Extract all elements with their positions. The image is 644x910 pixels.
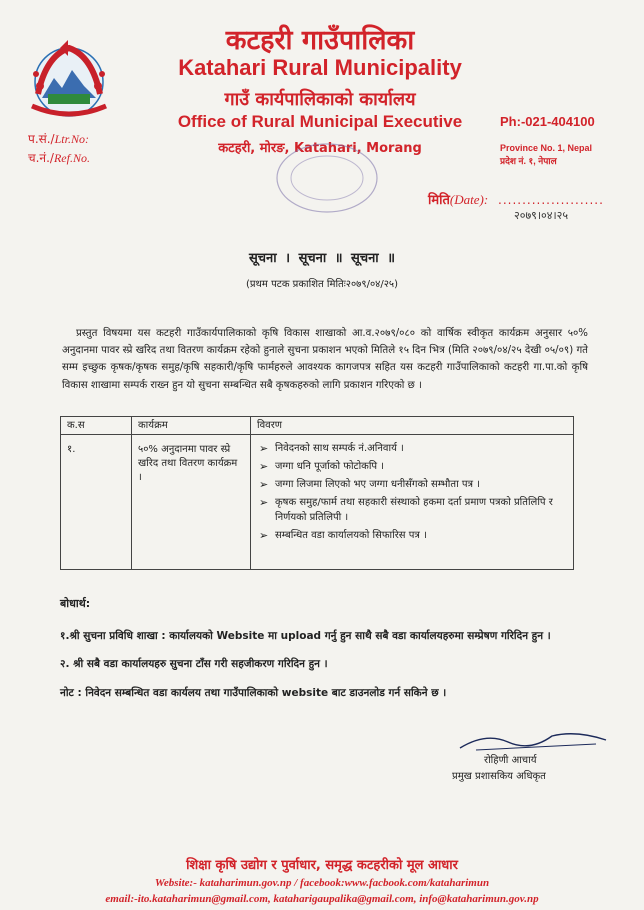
title-english: Katahari Rural Municipality xyxy=(178,55,462,80)
requirements-table xyxy=(60,416,574,570)
arrow-icon: ➢ xyxy=(259,496,269,509)
distribution-item-2: २. श्री सबै वडा कार्यालयहरु सुचना टाँस गरी सहजीकरण गरिदिन हुन । xyxy=(60,658,328,670)
col-header-details: विवरण xyxy=(251,417,574,435)
arrow-icon: ➢ xyxy=(259,442,269,455)
subtitle-nepali: गाउँ कार्यपालिकाको कार्यालय xyxy=(224,89,416,110)
footer-website: Website:- kataharimun.gov.np / facebook:www.facbook.com/kataharimun xyxy=(154,877,490,889)
distribution-heading: बोधार्थ: xyxy=(60,597,91,610)
address: कटहरी, मोरङ, Katahari, Morang xyxy=(218,141,422,156)
province-block xyxy=(500,142,592,168)
reference-number: च.नं./Ref.No. xyxy=(28,151,90,165)
cell-program: ५०% अनुदानमा पावर स्प्रे खरिद तथा वितरण कार्यक्रम । xyxy=(132,435,251,570)
col-header-program: कार्यक्रम xyxy=(132,417,251,435)
arrow-icon: ➢ xyxy=(259,460,269,473)
province-nepali: प्रदेश नं. १, नेपाल xyxy=(500,156,557,166)
date-value: २०७९।०४।२५ xyxy=(514,209,569,222)
table-row xyxy=(61,435,574,570)
distribution-item-1: १.श्री सुचना प्रविधि शाखा : कार्यालयको Website मा upload गर्नु हुन साथै सबै वडा कार्यालयहरुमा सम्प्रेषण गरिदिन हुन । xyxy=(60,630,551,642)
col-header-sn: क.स xyxy=(61,417,132,435)
letter-number: प.सं./Ltr.No: xyxy=(28,132,89,146)
cell-sn: १. xyxy=(61,435,132,570)
list-item: ➢ निवेदनको साथ सम्पर्क नं.अनिवार्य । xyxy=(259,442,404,455)
date-label: मिति(Date): xyxy=(428,192,489,208)
signatory-title: प्रमुख प्रशासकिय अधिकृत xyxy=(452,771,546,782)
notice-paragraph: प्रस्तुत विषयमा यस कटहरी गाउँकार्यपालिकाको कृषि विकास शाखाको आ.व.२०७९/०८० को वार्षिक स्वीकृत कार्यक्रम अनुसार ५०% अनुदानमा पावर स्प्रे खरिद तथा वितरण कार्यक्रम रहेको हुनाले सुचना प्रकाशन भएको मितिले १५ दिन भित्र (मिति २०७९/०४/२५ देखी ०५/०९) गते सम्म इच्छुक कृषक/कृषक समुह/कृषि सहकारी/कृषि फार्महरुले आवश्यक कागजपत्र सहित यस कटहरी गाउँपालिकाको कटहरी गा.पा.को कृषि विकास शाखामा सम्पर्क राख्न हुन यो सुचना सम्बन्धित सबै कृषकहरुको लागि प्रकाशन गरिएको छ । xyxy=(62,328,588,391)
download-note: नोट : निवेदन सम्बन्धित वडा कार्यलय तथा गाउँपालिकाको website बाट डाउनलोड गर्न सकिने छ । xyxy=(60,687,447,699)
list-item: ➢ सम्बन्धित वडा कार्यालयको सिफारिस पत्र । xyxy=(259,529,427,542)
reference-block xyxy=(28,130,90,168)
phone-number: Ph:-021-404100 xyxy=(500,114,595,129)
signature-scribble xyxy=(456,724,616,754)
footer-motto: शिक्षा कृषि उद्योग र पुर्वाधार, समृद्ध कटहरीको मूल आधार xyxy=(186,858,458,873)
footer-email: email:-ito.kataharimun@gmail.com, kataharigaupalika@gmail.com, info@kataharimun.gov.np xyxy=(105,893,539,905)
list-item: ➢ जग्गा लिजमा लिएको भए जग्गा धनीसँगको सम्भौता पत्र । xyxy=(259,478,481,491)
list-item: ➢ जग्गा धनि पूर्जाको फोटोकपि । xyxy=(259,460,385,473)
arrow-icon: ➢ xyxy=(259,529,269,542)
notice-heading: सूचना । सूचना ॥ सूचना ॥ xyxy=(248,251,395,266)
cell-details xyxy=(251,435,574,570)
requirements-list xyxy=(257,441,567,543)
publication-date: (प्रथम पटक प्रकाशित मितिः२०७९/०४/२५) xyxy=(245,279,399,290)
municipality-emblem xyxy=(20,36,118,120)
signatory-name: रोहिणी आचार्य xyxy=(484,755,537,766)
title-nepali: कटहरी गाउँपालिका xyxy=(225,25,415,56)
date-dots: ...................... xyxy=(498,193,604,207)
list-item: ➢ कृषक समुह/फार्म तथा सहकारी संस्थाको हकमा दर्ता प्रमाण पत्रको प्रतिलिपि र निर्णयको प्रतिलिपी । xyxy=(259,496,553,523)
office-stamp xyxy=(272,138,382,218)
table-header-row xyxy=(61,417,574,435)
province-english: Province No. 1, Nepal xyxy=(500,143,593,153)
arrow-icon: ➢ xyxy=(259,478,269,491)
subtitle-english: Office of Rural Municipal Executive xyxy=(177,112,463,131)
